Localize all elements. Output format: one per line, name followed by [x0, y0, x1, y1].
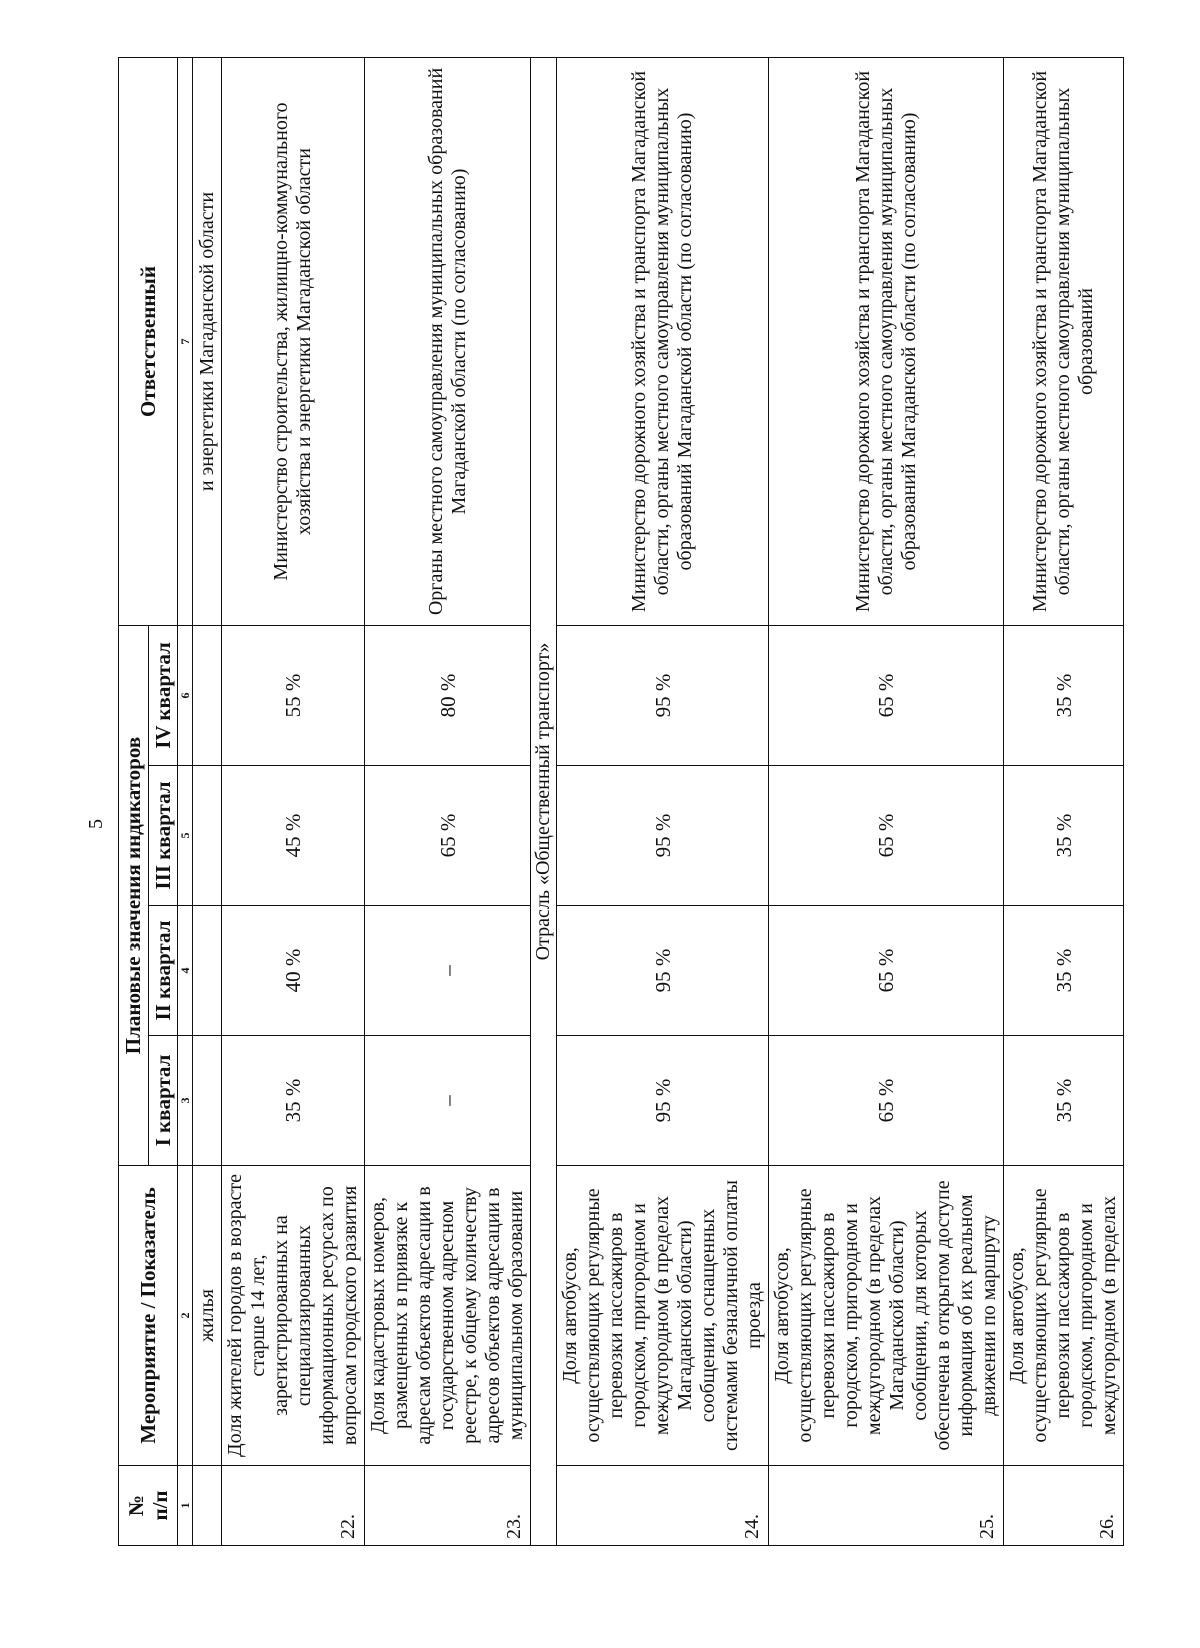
- table-row: [365, 58, 531, 1546]
- empty-cell: [193, 766, 222, 906]
- rotated-table-container: [118, 58, 1121, 1546]
- indicator-text: Доля кадастровых номеров, размещенных в привязке к адресам объектов адресации в государственном адресном реестре, к общему количеству адресов объектов адресации в муниципальном образовании: [365, 1166, 531, 1466]
- row-number: 22.: [222, 1466, 365, 1546]
- header-indicator: Мероприятие / Показатель: [119, 1166, 178, 1466]
- indicator-text: Доля жителей городов в возрасте старше 14 лет, зарегистрированных на специализированных информационных ресурсах по вопросам городского развития: [222, 1166, 365, 1466]
- row-number: 24.: [557, 1466, 769, 1546]
- responsible-text: Министерство дорожного хозяйства и транспорта Магаданской области, органы местного самоуправления муниципальных образований Магаданской области (по согласованию): [557, 58, 769, 626]
- column-number: 4: [178, 906, 193, 1036]
- column-number: 5: [178, 766, 193, 906]
- column-numbers-row: [178, 58, 193, 1546]
- q4-value: 95 %: [557, 626, 769, 766]
- empty-cell: [193, 626, 222, 766]
- header-q2: II квартал: [149, 906, 178, 1036]
- continuation-row: [193, 58, 222, 1546]
- empty-cell: [193, 1036, 222, 1166]
- q3-value: 65 %: [769, 766, 1004, 906]
- section-header-row: [531, 58, 557, 1546]
- q4-value: 55 %: [222, 626, 365, 766]
- q1-value: 35 %: [222, 1036, 365, 1166]
- q2-value: 35 %: [1004, 906, 1124, 1036]
- header-responsible: Ответственный: [119, 58, 178, 626]
- q4-value: 35 %: [1004, 626, 1124, 766]
- column-number: 3: [178, 1036, 193, 1166]
- row-number: 25.: [769, 1466, 1004, 1546]
- empty-cell: [193, 906, 222, 1036]
- q3-value: 65 %: [365, 766, 531, 906]
- column-number: 2: [178, 1166, 193, 1466]
- table-row: [1004, 58, 1124, 1546]
- q1-value: 95 %: [557, 1036, 769, 1166]
- q4-value: 80 %: [365, 626, 531, 766]
- q4-value: 65 %: [769, 626, 1004, 766]
- q1-value: 35 %: [1004, 1036, 1124, 1166]
- q2-value: 65 %: [769, 906, 1004, 1036]
- table-row: [222, 58, 365, 1546]
- responsible-text: Министерство дорожного хозяйства и транспорта Магаданской области, органы местного самоуправления муниципальных образований Магаданской области (по согласованию): [769, 58, 1004, 626]
- section-title: Отрасль «Общественный транспорт»: [531, 58, 557, 1546]
- table-row: [769, 58, 1004, 1546]
- table-row: [557, 58, 769, 1546]
- indicators-table: [118, 57, 1124, 1546]
- header-num: № п/п: [119, 1466, 178, 1546]
- responsible-text: Органы местного самоуправления муниципальных образований Магаданской области (по согласованию): [365, 58, 531, 626]
- q3-value: 95 %: [557, 766, 769, 906]
- indicator-text: Доля автобусов, осуществляющих регулярные перевозки пассажиров в городском, пригородном и междугородном (в пределах Магаданской области) сообщении, оснащенных системами безналичной оплаты проезда: [557, 1166, 769, 1466]
- continuation-responsible: и энергетики Магаданской области: [193, 58, 222, 626]
- row-number: 23.: [365, 1466, 531, 1546]
- q2-value: –: [365, 906, 531, 1036]
- header-q3: III квартал: [149, 766, 178, 906]
- q1-value: 65 %: [769, 1036, 1004, 1166]
- q3-value: 45 %: [222, 766, 365, 906]
- page-number: 5: [85, 819, 107, 829]
- q2-value: 95 %: [557, 906, 769, 1036]
- row-number: 26.: [1004, 1466, 1124, 1546]
- continuation-indicator: жилья: [193, 1166, 222, 1466]
- q2-value: 40 %: [222, 906, 365, 1036]
- indicator-text: Доля автобусов, осуществляющих регулярные перевозки пассажиров в городском, пригородном и междугородном (в пределах Магаданской области) сообщении, для которых обеспечена в открытом доступе информация об их реальном движении по маршруту: [769, 1166, 1004, 1466]
- responsible-text: Министерство дорожного хозяйства и транспорта Магаданской области, органы местного самоуправления муниципальных образований: [1004, 58, 1124, 626]
- column-number: 1: [178, 1466, 193, 1546]
- header-plan-values: Плановые значения индикаторов: [119, 626, 149, 1166]
- q1-value: –: [365, 1036, 531, 1166]
- header-q4: IV квартал: [149, 626, 178, 766]
- column-number: 6: [178, 626, 193, 766]
- continuation-num: [193, 1466, 222, 1546]
- header-q1: I квартал: [149, 1036, 178, 1166]
- q3-value: 35 %: [1004, 766, 1124, 906]
- indicator-text: Доля автобусов, осуществляющих регулярные перевозки пассажиров в городском, пригородном и междугородном (в пределах: [1004, 1166, 1124, 1466]
- responsible-text: Министерство строительства, жилищно-коммунального хозяйства и энергетики Магаданской области: [222, 58, 365, 626]
- column-number: 7: [178, 58, 193, 626]
